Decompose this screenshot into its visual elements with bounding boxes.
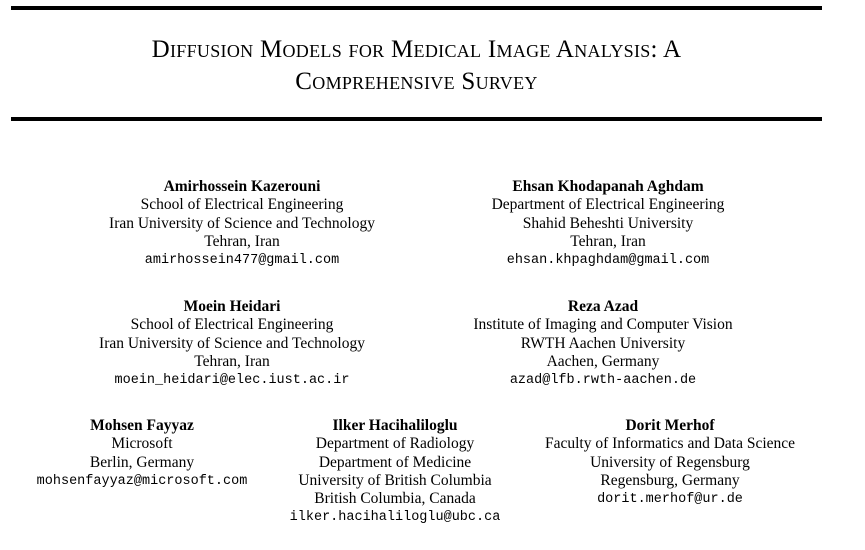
- author-block-azad: [433, 298, 773, 390]
- author-affiliation-line: Tehran, Iran: [194, 352, 270, 370]
- author-block-merhof: [520, 417, 820, 509]
- author-email[interactable]: ilker.hacihaliloglu@ubc.ca: [289, 510, 501, 526]
- author-affiliation-line: Tehran, Iran: [570, 232, 646, 250]
- author-affiliation-line: Department of Radiology: [315, 435, 475, 453]
- author-affiliation-line: Tehran, Iran: [204, 232, 280, 250]
- author-affiliation-line: RWTH Aachen University: [520, 334, 686, 352]
- author-affiliation-line: School of Electrical Engineering: [140, 196, 344, 214]
- paper-title: [11, 34, 822, 98]
- author-affiliation-line: School of Electrical Engineering: [130, 316, 334, 334]
- author-email[interactable]: ehsan.khpaghdam@gmail.com: [506, 253, 710, 269]
- author-email[interactable]: dorit.merhof@ur.de: [597, 492, 743, 508]
- author-name: Ilker Hacihaliloglu: [332, 417, 458, 434]
- author-block-kazerouni: [72, 178, 412, 270]
- author-affiliation-line: University of Regensburg: [590, 453, 750, 471]
- author-name: Ehsan Khodapanah Aghdam: [512, 178, 704, 195]
- author-affiliation-line: Regensburg, Germany: [600, 471, 740, 489]
- author-affiliation-line: Faculty of Informatics and Data Science: [544, 435, 796, 453]
- author-affiliation-line: Aachen, Germany: [546, 352, 660, 370]
- author-affiliation-line: Institute of Imaging and Computer Vision: [473, 316, 733, 334]
- author-block-heidari: [62, 298, 402, 390]
- author-block-aghdam: [438, 178, 778, 270]
- author-affiliation-line: Microsoft: [111, 435, 173, 453]
- author-email[interactable]: amirhossein477@gmail.com: [144, 253, 340, 269]
- author-name: Amirhossein Kazerouni: [163, 178, 321, 195]
- author-name: Dorit Merhof: [625, 417, 715, 434]
- author-name: Mohsen Fayyaz: [90, 417, 194, 434]
- author-block-fayyaz: [12, 417, 272, 491]
- author-affiliation-line: Department of Medicine: [318, 453, 472, 471]
- author-email[interactable]: mohsenfayyaz@microsoft.com: [36, 473, 248, 489]
- author-email[interactable]: moein_heidari@elec.iust.ac.ir: [114, 373, 350, 389]
- author-affiliation-line: Iran University of Science and Technology: [109, 214, 375, 232]
- bottom-rule: [11, 117, 822, 121]
- top-rule: [11, 6, 822, 10]
- author-name: Reza Azad: [567, 298, 639, 315]
- title-line-2: Comprehensive Survey: [295, 68, 538, 95]
- author-affiliation-line: University of British Columbia: [298, 471, 492, 489]
- author-affiliation-line: Shahid Beheshti University: [522, 214, 694, 232]
- author-affiliation-line: Department of Electrical Engineering: [491, 196, 725, 214]
- author-name: Moein Heidari: [183, 298, 281, 315]
- author-affiliation-line: Iran University of Science and Technology: [99, 334, 365, 352]
- author-email[interactable]: azad@lfb.rwth-aachen.de: [509, 373, 697, 389]
- author-block-hacihaliloglu: [270, 417, 520, 527]
- author-affiliation-line: British Columbia, Canada: [314, 490, 476, 508]
- author-affiliation-line: Berlin, Germany: [89, 453, 195, 471]
- title-line-1: Diffusion Models for Medical Image Analysis: A: [151, 36, 682, 63]
